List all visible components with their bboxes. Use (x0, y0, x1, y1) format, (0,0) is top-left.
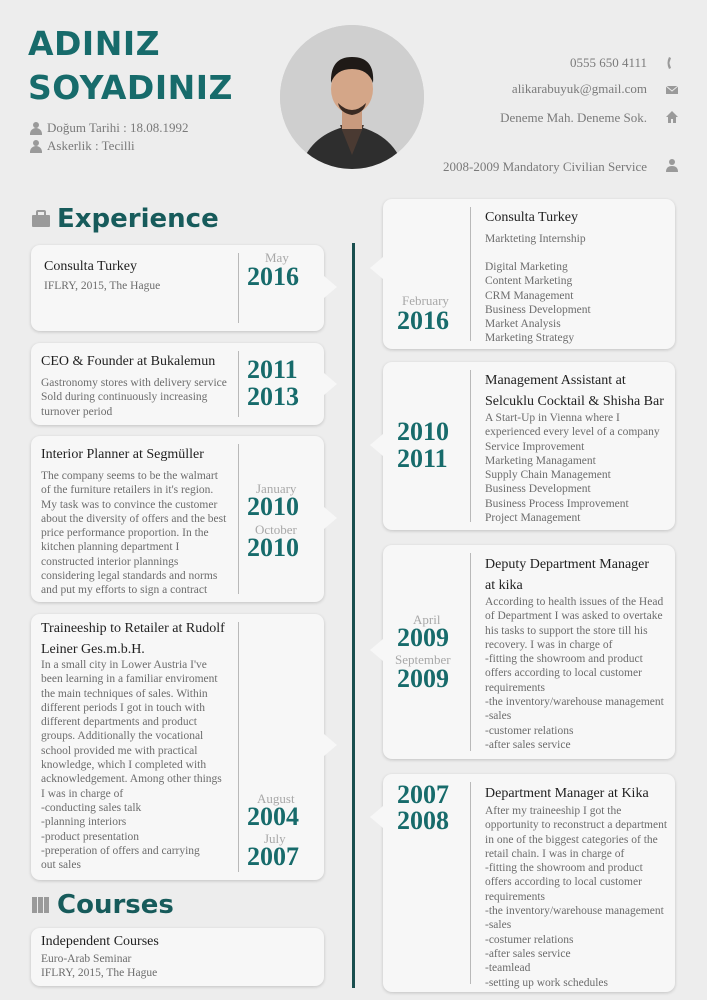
card-title: Consulta Turkey (44, 259, 137, 274)
start-year: 2016 (247, 262, 299, 291)
experience-card (31, 343, 324, 425)
start-month: April (413, 612, 441, 627)
experience-card (383, 362, 675, 530)
divider (470, 370, 471, 522)
mail-icon (665, 83, 679, 97)
card-pointer (324, 373, 337, 395)
courses-heading (31, 890, 174, 920)
card-body: Gastronomy stores with delivery service Sold during continuously increasing turnover period (41, 377, 227, 418)
end-month: October (255, 522, 297, 537)
phone: 0555 650 4111 (569, 55, 647, 70)
divider (238, 622, 239, 872)
start-month: January (256, 481, 297, 496)
divider (470, 782, 471, 984)
end-year: 2010 (247, 533, 299, 562)
experience-card (383, 774, 675, 992)
card-pointer (370, 639, 383, 661)
person-icon (30, 122, 42, 135)
birth-date-row (30, 120, 188, 136)
start-year: 2009 (397, 623, 449, 652)
divider (238, 351, 239, 417)
end-month: September (395, 652, 451, 667)
briefcase-icon (31, 209, 51, 229)
person-icon (665, 158, 679, 172)
end-year: 2011 (397, 444, 448, 473)
first-name: ADINIZ (28, 24, 161, 63)
course-card (31, 928, 324, 986)
start-year: 2016 (397, 306, 449, 335)
course-body: Euro-Arab Seminar IFLRY, 2015, The Hague (41, 953, 158, 980)
card-title: Management Assistant at (485, 373, 626, 388)
card-pointer (370, 434, 383, 456)
course-title: Independent Courses (41, 934, 159, 949)
card-body: In a small city in Lower Austria I've been learning in a familiar enviroment the main techniques of sales. Within different periods I got in touch with different departments and product groups. Additionally the vocational school provided me with practical knowledge, which I completed with acknowledgement. Among other things I was in charge of -conducting sales talk -planning interiors -product presentation -preperation of offers and carrying out sales (41, 659, 222, 872)
address: Deneme Mah. Deneme Sok. (500, 110, 647, 125)
birth-date: Doğum Tarihi : 18.08.1992 (47, 120, 189, 135)
divider (238, 444, 239, 594)
courses-title: Courses (57, 890, 174, 920)
last-name: SOYADINIZ (28, 68, 233, 107)
card-title-line2: Leiner Ges.m.b.H. (41, 642, 145, 657)
start-year: 2007 (397, 780, 449, 809)
start-month: May (265, 250, 289, 265)
end-year: 2009 (397, 664, 449, 693)
divider (470, 207, 471, 341)
card-body: A Start-Up in Vienna where I experienced every level of a company Service Improvement Marketing Managament Supply Chain Management Business Development Business Process Improvement Project Management (485, 412, 660, 525)
card-title-line2: at kika (485, 578, 523, 593)
phone-icon (665, 56, 679, 70)
card-body: Digital Marketing Content Marketing CRM Management Business Development Market Analysis Marketing Strategy (485, 261, 591, 345)
timeline-line (352, 243, 355, 988)
profile-photo (280, 25, 424, 169)
start-month: August (257, 791, 295, 806)
card-body: According to health issues of the Head of Department I was asked to overtake his tasks to support the store till his recovery. I was in charge of -fitting the showroom and product offers according to local customer requirements -the inventory/warehouse management -sales -customer relations -after sales service (485, 596, 664, 751)
experience-card (31, 614, 324, 880)
start-year: 2010 (397, 417, 449, 446)
divider (470, 553, 471, 751)
military-service: 2008-2009 Mandatory Civilian Service (443, 159, 647, 174)
end-month: July (264, 831, 286, 846)
card-title: Deputy Department Manager (485, 557, 650, 572)
experience-title: Experience (57, 204, 219, 234)
card-body: IFLRY, 2015, The Hague (44, 280, 161, 292)
person-icon (30, 140, 42, 153)
start-month: February (402, 293, 449, 308)
home-icon (665, 110, 679, 124)
end-year: 2007 (247, 842, 299, 871)
card-subtitle: Markteting Internship (485, 233, 586, 245)
experience-card (31, 436, 324, 602)
start-year: 2010 (247, 492, 299, 521)
experience-card (31, 245, 324, 331)
email: alikarabuyuk@gmail.com (511, 81, 647, 96)
card-body: After my traineeship I got the opportunity to reconstruct a department in one of the biggest categories of the retail chain. I was in charge of -fitting the showroom and product offers according to local customer requirements -the inventory/warehouse management -sales -costumer relations -after sales service -teamlead -setting up work schedules (485, 805, 668, 989)
card-pointer (324, 507, 337, 529)
book-icon (31, 895, 51, 915)
divider (238, 253, 239, 323)
military-row (30, 138, 135, 154)
card-title: Consulta Turkey (485, 210, 578, 225)
experience-card (383, 545, 675, 759)
military-status: Askerlik : Tecilli (47, 138, 135, 153)
experience-heading (31, 204, 219, 234)
card-pointer (324, 276, 337, 298)
card-pointer (370, 257, 383, 279)
card-title: Department Manager at Kika (485, 786, 649, 801)
card-body: The company seems to be the walmart of the furniture retailers in it's region. My task was to convince the customer about the diversity of offers and the best price performance proportion. In the kitchen planning department I constructed interior plannings considering legal standards and norms and put my efforts to sign a contract (41, 470, 227, 597)
card-pointer (324, 734, 337, 756)
start-year: 2004 (247, 802, 299, 831)
start-year: 2011 (247, 355, 298, 384)
card-title-line2: Selcuklu Cocktail & Shisha Bar (485, 394, 664, 409)
card-title: Traineeship to Retailer at Rudolf (41, 621, 225, 636)
card-title: Interior Planner at Segmüller (41, 447, 204, 462)
card-title: CEO & Founder at Bukalemun (41, 354, 216, 369)
end-year: 2013 (247, 382, 299, 411)
experience-card (383, 199, 675, 349)
card-pointer (370, 806, 383, 828)
end-year: 2008 (397, 806, 449, 835)
